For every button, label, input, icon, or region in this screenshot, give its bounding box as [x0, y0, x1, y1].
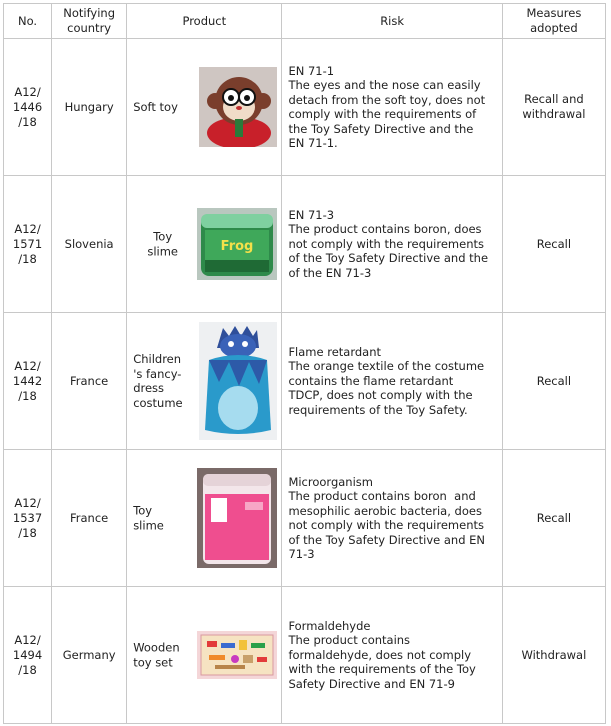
cell-product	[127, 176, 282, 313]
cell-no	[4, 313, 52, 450]
risk-line: The product contains boron, does	[288, 222, 482, 237]
risk-line: EN 71-1.	[288, 136, 338, 150]
risk-line: Formaldehyde	[288, 618, 371, 633]
cell-risk	[282, 176, 502, 313]
product-line: 's fancy-	[133, 366, 182, 381]
table-row	[4, 587, 606, 724]
product-line: slime	[147, 244, 179, 258]
no-line: A12/	[14, 632, 41, 647]
risk-line: Microorganism	[288, 474, 373, 489]
no-line: A12/	[14, 495, 41, 510]
product-line: Toy	[153, 229, 173, 244]
dragon-costume-photo	[199, 322, 277, 440]
cell-measures	[502, 313, 605, 450]
risk-line: formaldehyde, does not comply	[288, 647, 472, 662]
risk-line: requirements of the Toy Safety.	[288, 402, 468, 417]
cell-product	[127, 450, 282, 587]
product-line: Wooden	[133, 640, 180, 655]
risk-line: with the requirements of the Toy	[288, 662, 476, 677]
risk-line: EN 71-3	[288, 207, 335, 222]
no-line: /18	[18, 525, 37, 540]
cell-measures	[502, 39, 605, 176]
cell-measures	[502, 450, 605, 587]
cell-product	[127, 39, 282, 176]
product-name	[135, 230, 190, 259]
risk-line: of the Toy Safety Directive and EN	[288, 532, 486, 547]
measures-line: withdrawal	[522, 107, 586, 121]
header-measures	[502, 4, 605, 39]
no-line: 1494	[12, 647, 43, 662]
product-line: Children	[133, 352, 182, 366]
measures-line: Recall	[536, 373, 572, 388]
svg-text:Frog: Frog	[221, 239, 254, 254]
risk-line: of the EN 71-3	[288, 265, 372, 280]
product-line: toy set	[133, 655, 173, 669]
table-row	[4, 313, 606, 450]
no-line: 1446	[12, 99, 43, 114]
product-line: dress	[133, 381, 165, 395]
cell-no	[4, 176, 52, 313]
cell-country: France	[52, 313, 127, 450]
product-name	[133, 352, 182, 410]
no-line: A12/	[14, 84, 41, 99]
risk-line: not comply with the requirements	[288, 518, 484, 532]
measures-line: Recall and	[524, 92, 584, 106]
risk-line: mesophilic aerobic bacteria, does	[288, 503, 482, 518]
risk-line: comply with the requirements of	[288, 107, 477, 121]
table-row	[4, 450, 606, 587]
cell-country: Hungary	[52, 39, 127, 176]
cell-no	[4, 450, 52, 587]
no-line: /18	[18, 114, 37, 129]
header-country-label: Notifying country	[63, 6, 116, 35]
cell-risk	[282, 450, 502, 587]
cell-measures	[502, 587, 605, 724]
notifications-table	[3, 3, 606, 724]
no-line: /18	[18, 251, 37, 266]
no-line: 1571	[12, 236, 43, 251]
header-measures-label: Measures adopted	[526, 6, 582, 35]
no-line: 1442	[12, 373, 43, 388]
risk-line: The product contains boron and	[288, 489, 476, 503]
cell-product	[127, 587, 282, 724]
risk-line: The eyes and the nose can easily	[288, 78, 481, 92]
risk-line: of the Toy Safety Directive and the	[288, 251, 489, 266]
risk-line: contains the flame retardant	[288, 373, 454, 388]
risk-line: EN 71-1	[288, 63, 335, 78]
product-line: Toy	[133, 503, 153, 518]
product-name	[133, 100, 178, 115]
pink-slime-tub-photo	[197, 468, 277, 568]
product-line: costume	[133, 395, 183, 410]
header-no: No.	[4, 4, 52, 39]
cell-country: Germany	[52, 587, 127, 724]
risk-line: the Toy Safety Directive and the	[288, 121, 474, 136]
cell-risk	[282, 587, 502, 724]
product-name	[133, 641, 179, 670]
product-name	[133, 504, 164, 533]
risk-line: TDCP, does not comply with the	[288, 388, 473, 403]
measures-line: Recall	[536, 510, 572, 525]
cell-risk	[282, 313, 502, 450]
cell-no	[4, 39, 52, 176]
wooden-toy-set-photo	[197, 631, 277, 679]
frog-slime-tub-photo	[197, 208, 277, 280]
monkey-soft-toy-photo	[199, 67, 277, 147]
risk-line: Flame retardant	[288, 344, 382, 359]
no-line: A12/	[14, 221, 41, 236]
risk-line: The product contains	[288, 633, 411, 648]
header-row	[4, 4, 606, 39]
table-row	[4, 176, 606, 313]
risk-line: not comply with the requirements	[288, 236, 484, 251]
risk-line: detach from the soft toy, does not	[288, 92, 486, 107]
no-line: A12/	[14, 358, 41, 373]
no-line: /18	[18, 388, 37, 403]
risk-line: 71-3	[288, 547, 315, 561]
measures-line: Withdrawal	[521, 647, 587, 662]
cell-no	[4, 587, 52, 724]
product-line: Soft toy	[133, 99, 178, 114]
cell-measures	[502, 176, 605, 313]
product-line: slime	[133, 518, 164, 532]
risk-line: The orange textile of the costume	[288, 359, 485, 374]
no-line: 1537	[12, 510, 43, 525]
cell-product	[127, 313, 282, 450]
no-line: /18	[18, 662, 37, 677]
risk-line: Safety Directive and EN 71-9	[288, 676, 455, 691]
header-risk: Risk	[282, 4, 502, 39]
measures-line: Recall	[536, 236, 572, 251]
header-product: Product	[127, 4, 282, 39]
cell-risk	[282, 39, 502, 176]
cell-country: Slovenia	[52, 176, 127, 313]
table-row	[4, 39, 606, 176]
header-country	[52, 4, 127, 39]
cell-country: France	[52, 450, 127, 587]
